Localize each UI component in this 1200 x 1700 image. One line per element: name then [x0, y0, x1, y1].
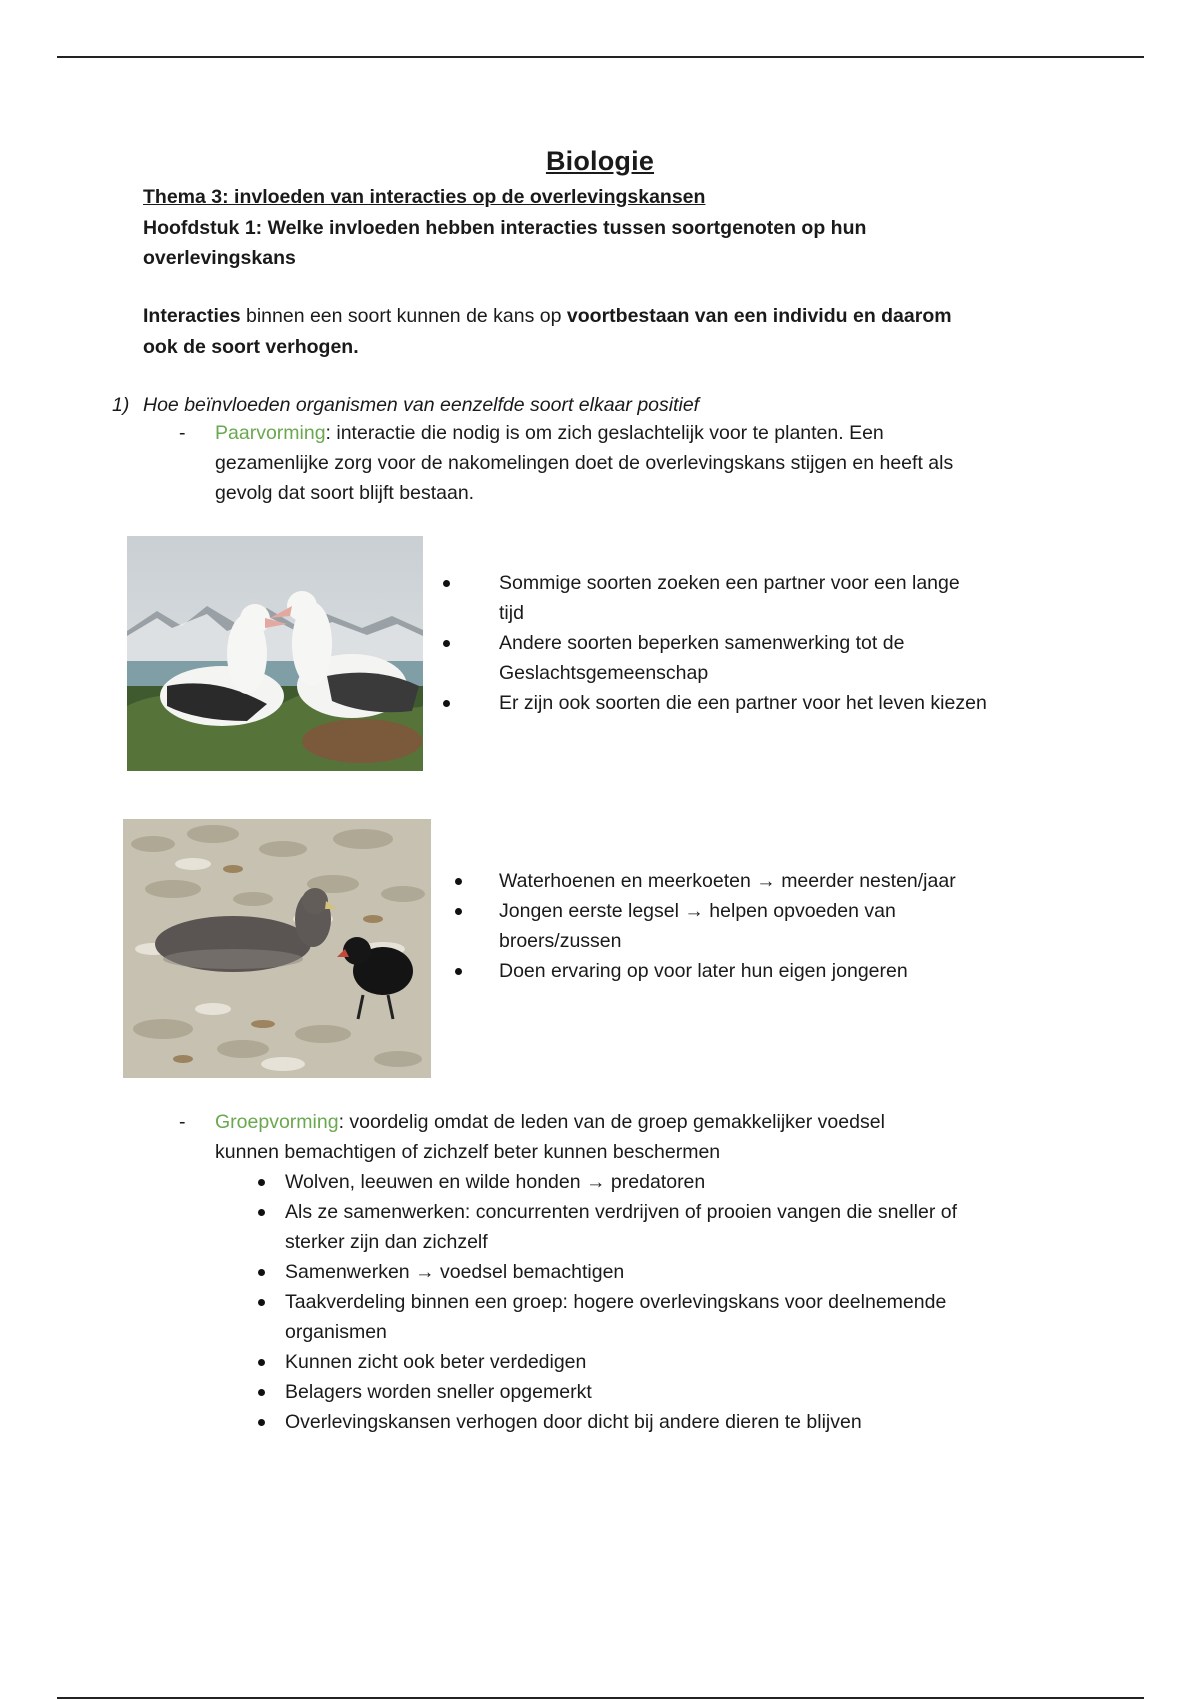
- bullet-icon: [455, 968, 462, 975]
- moorhen-photo: [123, 819, 431, 1078]
- bullet-icon: [258, 1359, 265, 1366]
- list-item: Als ze samenwerken: concurrenten verdrijven of prooien vangen die sneller of sterker zijn dan zichzelf: [258, 1197, 1118, 1257]
- bullet-icon: [455, 908, 462, 915]
- list-item: Andere soorten beperken samenwerking tot de Geslachtsgemeenschap: [443, 628, 1103, 688]
- chapter-heading-line1: Hoofdstuk 1: Welke invloeden hebben interacties tussen soortgenoten op hun: [143, 217, 867, 239]
- bullet-icon: [443, 580, 450, 587]
- question-number: 1): [112, 394, 130, 416]
- albatross-bullet-list: [443, 568, 1103, 718]
- pairing-term: Paarvorming: [215, 422, 326, 444]
- page-title: Biologie: [545, 146, 655, 176]
- intro-term: Interacties: [143, 305, 241, 327]
- bullet-icon: [258, 1299, 265, 1306]
- bullet-icon: [258, 1419, 265, 1426]
- list-item: Taakverdeling binnen een groep: hogere overlevingskans voor deelnemende organismen: [258, 1287, 1118, 1347]
- grouping-line1: : voordelig omdat de leden van de groep gemakkelijker voedsel: [338, 1111, 885, 1133]
- albatross-photo: [127, 536, 423, 771]
- list-item: Samenwerken → voedsel bemachtigen: [258, 1257, 1118, 1287]
- grouping-line2: kunnen bemachtigen of zichzelf beter kunnen beschermen: [215, 1141, 721, 1163]
- bullet-icon: [258, 1209, 265, 1216]
- question-text: Hoe beïnvloeden organismen van eenzelfde soort elkaar positief: [143, 394, 700, 416]
- bullet-icon: [258, 1269, 265, 1276]
- footer-rule: [57, 1697, 1144, 1699]
- list-item: Wolven, leeuwen en wilde honden → predatoren: [258, 1167, 1118, 1197]
- bullet-icon: [258, 1389, 265, 1396]
- pairing-line2: gezamenlijke zorg voor de nakomelingen doet de overlevingskans stijgen en heeft als: [215, 452, 954, 474]
- pairing-paragraph: [215, 418, 1095, 508]
- list-item: Overlevingskansen verhogen door dicht bij andere dieren te blijven: [258, 1407, 1118, 1437]
- chapter-heading-line2: overlevingskans: [143, 247, 296, 269]
- list-item: Doen ervaring op voor later hun eigen jongeren: [455, 956, 1115, 986]
- list-item: Sommige soorten zoeken een partner voor een lange tijd: [443, 568, 1103, 628]
- pairing-line1: : interactie die nodig is om zich geslachtelijk voor te planten. Een: [325, 422, 884, 444]
- list-item: Waterhoenen en meerkoeten → meerder nesten/jaar: [455, 866, 1115, 896]
- moorhen-bullet-list: [455, 866, 1115, 986]
- intro-mid: binnen een soort kunnen de kans op: [240, 305, 567, 327]
- theme-heading: Thema 3: invloeden van interacties op de overlevingskansen: [143, 186, 706, 208]
- bullet-icon: [443, 640, 450, 647]
- list-item: Jongen eerste legsel → helpen opvoeden van broers/zussen: [455, 896, 1115, 956]
- group-bullet-list: [258, 1167, 1118, 1437]
- intro-bold1: voortbestaan van een individu en daarom: [566, 305, 952, 327]
- list-item: Kunnen zicht ook beter verdedigen: [258, 1347, 1118, 1377]
- grouping-term: Groepvorming: [215, 1111, 339, 1133]
- header-rule: [57, 56, 1144, 58]
- grouping-dash: -: [179, 1111, 186, 1133]
- pairing-line3: gevolg dat soort blijft bestaan.: [215, 482, 475, 504]
- bullet-icon: [258, 1179, 265, 1186]
- pairing-dash: -: [179, 422, 186, 444]
- bullet-icon: [455, 878, 462, 885]
- bullet-icon: [443, 700, 450, 707]
- grouping-paragraph: [215, 1107, 1095, 1167]
- list-item: Belagers worden sneller opgemerkt: [258, 1377, 1118, 1407]
- intro-line2: ook de soort verhogen.: [143, 336, 359, 358]
- list-item: Er zijn ook soorten die een partner voor het leven kiezen: [443, 688, 1103, 718]
- intro-line1: [143, 301, 952, 331]
